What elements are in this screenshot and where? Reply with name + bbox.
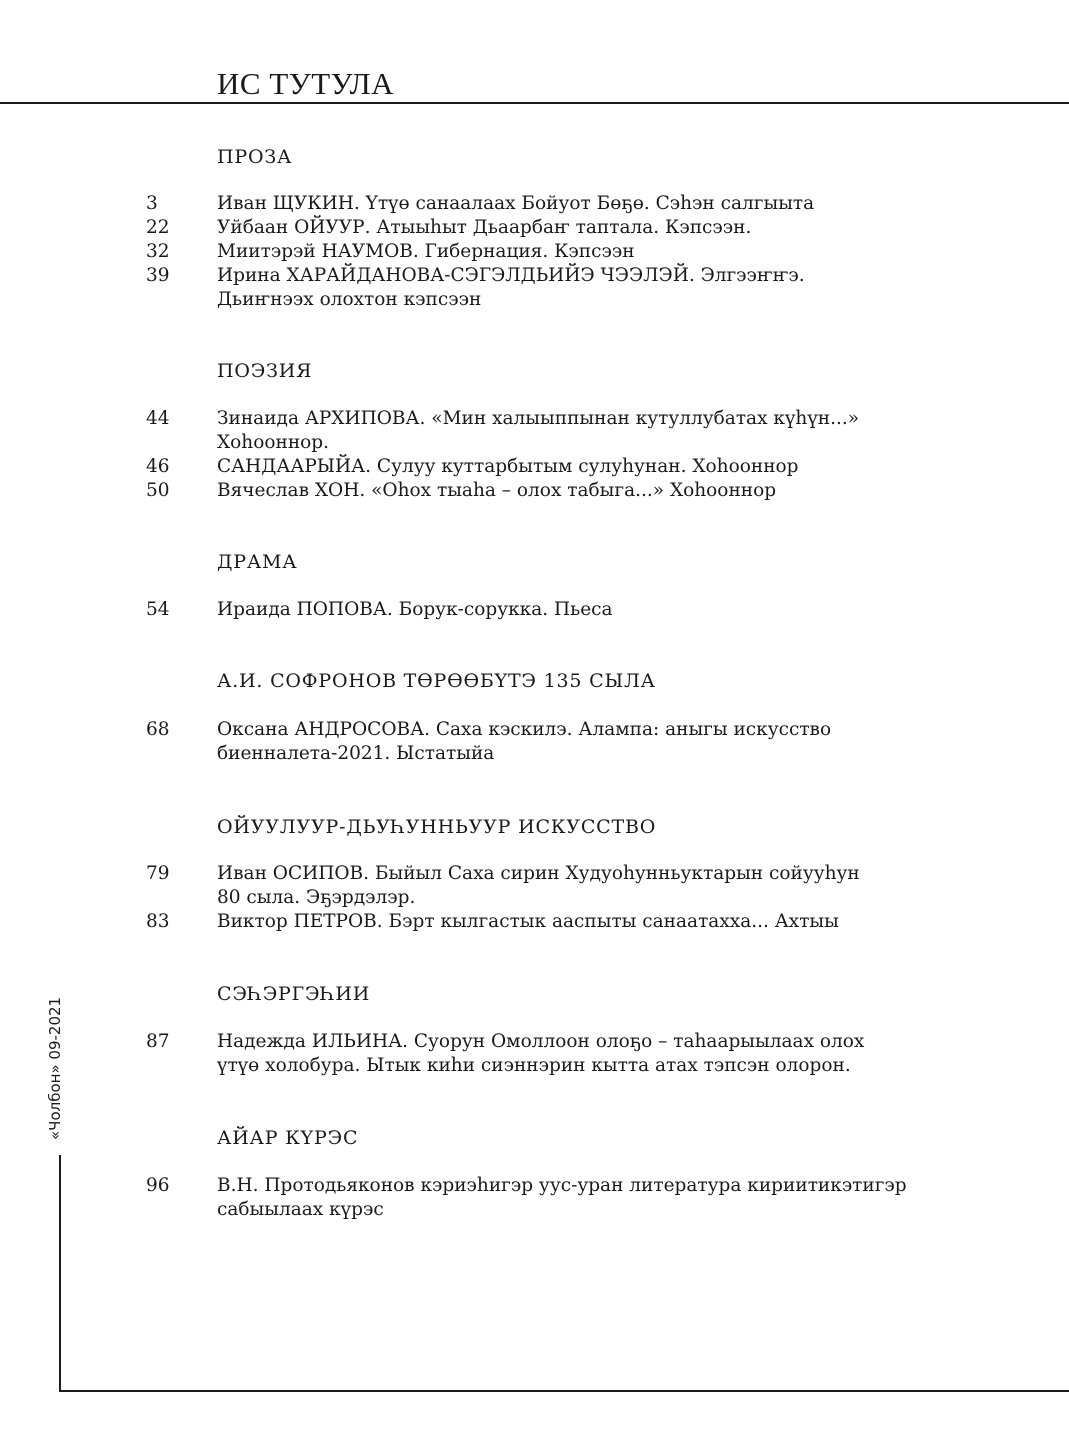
entry-text [217,216,1037,240]
entry-text [217,407,1037,454]
section-heading: А.И. СОФРОНОВ ТӨРӨӨБҮТЭ 135 СЫЛА [217,670,656,692]
entry-line: Уйбаан ОЙУУР. Атыыһыт Дьаарбаҥ таптала. Кэпсээн. [217,217,752,238]
title-divider [0,102,1069,104]
journal-issue-label: «Чолбон» 09-2021 [46,996,64,1140]
page-number: 22 [146,217,170,238]
bottom-border-line [59,1390,1069,1392]
page-number: 32 [146,241,170,262]
entry-text [217,479,1037,503]
page-number: 46 [146,456,170,477]
page-number: 87 [146,1031,170,1052]
entry-text [217,598,1037,622]
entry-line: Иван ЩУКИН. Үтүө санаалаах Бойуот Бөҕө. Сэһэн салгыыта [217,193,815,214]
entry-line: Ираида ПОПОВА. Борук-сорукка. Пьеса [217,599,613,620]
entry-line: биенналета-2021. Ыстатыйа [217,742,495,764]
entry-line: САНДААРЫЙА. Сулуу куттарбытым сулуһунан. Хоһооннор [217,456,799,477]
entry-line: 80 сыла. Эҕэрдэлэр. [217,886,416,908]
entry-line: Виктор ПЕТРОВ. Бэрт кылгастык ааспыты санаатахха... Ахтыы [217,911,839,932]
entry-line: Оксана АНДРОСОВА. Саха кэскилэ. Алампа: аныгы искусство [217,719,832,740]
page-number: 68 [146,719,170,740]
page-number: 83 [146,911,170,932]
entry-text [217,862,1037,909]
page-number: 3 [146,193,158,214]
page-number: 96 [146,1175,170,1196]
section-heading: ПРОЗА [217,146,293,168]
entry-text [217,192,1037,216]
page-number: 39 [146,265,170,286]
entry-text [217,910,1037,934]
section-heading: АЙАР КҮРЭС [217,1127,359,1149]
entry-line: Миитэрэй НАУМОВ. Гибернация. Кэпсээн [217,241,635,262]
entry-line: Дьиҥнээх олохтон кэпсээн [217,288,482,310]
entry-text [217,718,1037,765]
entry-text [217,1174,1037,1221]
page-number: 50 [146,480,170,501]
entry-text [217,264,1037,311]
page-number: 54 [146,599,170,620]
entry-text [217,455,1037,479]
page-title: ИС ТУТУЛА [217,66,394,101]
page-number: 44 [146,408,170,429]
entry-line: В.Н. Протодьяконов кэриэһигэр уус-уран литература кириитикэтигэр [217,1175,907,1196]
entry-line: Вячеслав ХОН. «Оһох тыаһа – олох табыга...» Хоһооннор [217,480,777,501]
entry-line: Надежда ИЛЬИНА. Суорун Омоллоон олоҕо – таһаарыылаах олох [217,1031,865,1052]
left-border-line [59,1155,61,1391]
entry-line: үтүө холобура. Ытык киһи сиэннэрин кытта атах тэпсэн олорон. [217,1054,851,1076]
section-heading: ДРАМА [217,551,298,573]
entry-line: сабыылаах күрэс [217,1198,384,1220]
entry-line: Хоһооннор. [217,431,330,453]
entry-line: Ирина ХАРАЙДАНОВА-СЭГЭЛДЬИЙЭ ЧЭЭЛЭЙ. Элгээҥҥэ. [217,265,805,286]
page-number: 79 [146,863,170,884]
entry-text [217,240,1037,264]
entry-line: Иван ОСИПОВ. Быйыл Саха сирин Худуоһунньуктарын сойууһун [217,863,860,884]
section-heading: ОЙУУЛУУР-ДЬУҺУННЬУУР ИСКУССТВО [217,816,657,838]
section-heading: СЭҺЭРГЭҺИИ [217,983,371,1005]
section-heading: ПОЭЗИЯ [217,360,313,382]
entry-text [217,1030,1037,1077]
entry-line: Зинаида АРХИПОВА. «Мин халыыппынан кутуллубатах күһүн...» [217,408,860,429]
